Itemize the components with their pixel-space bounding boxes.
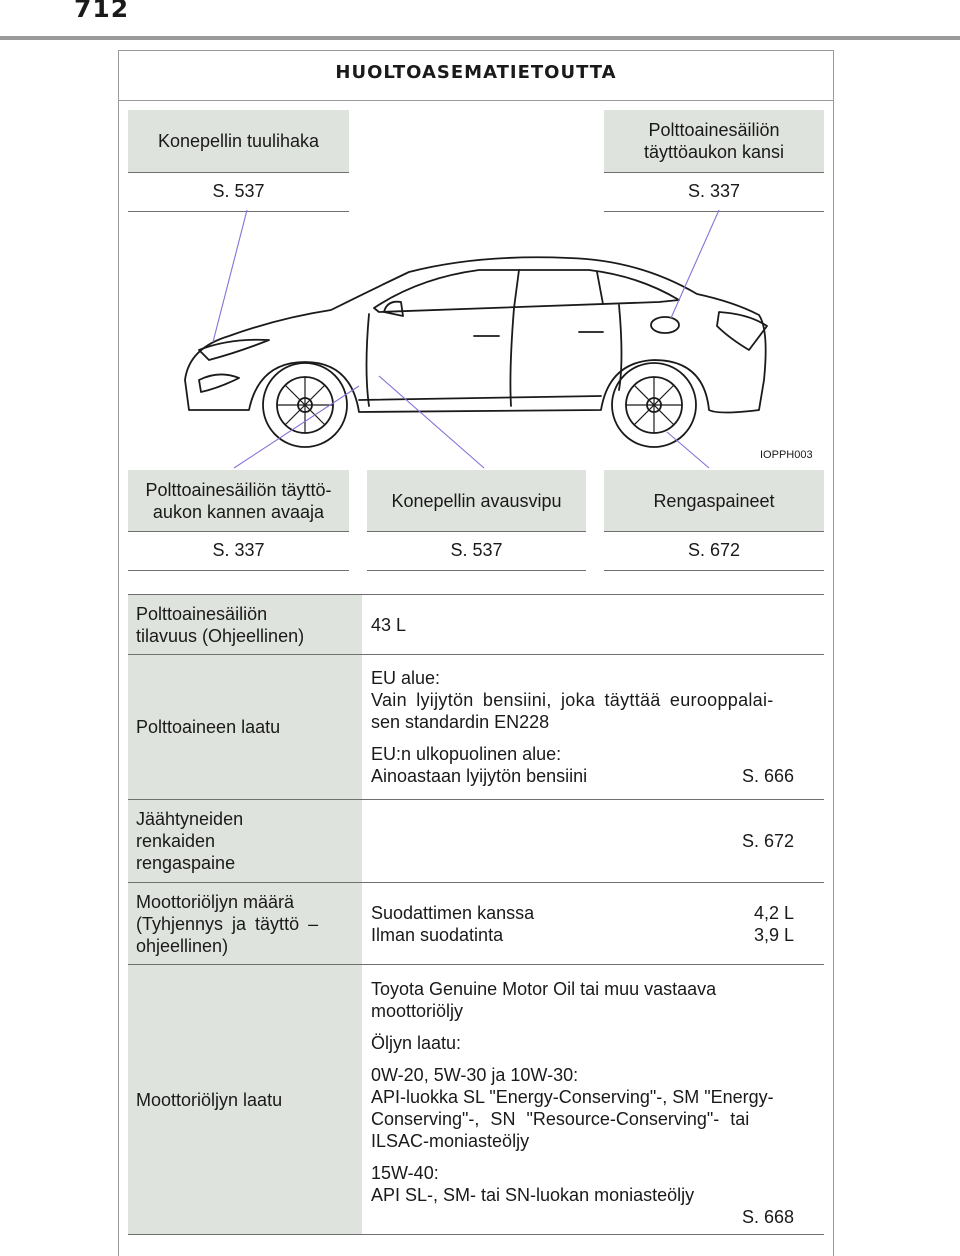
spec-value-tire-pressure: S. 672 [741,831,794,851]
label-tire-pressure-text: Rengaspaineet [653,490,775,511]
spec-label-line: rengaspaine [136,853,236,873]
oil-grades-title: 0W-20, 5W-30 ja 10W-30: [371,1064,579,1085]
page-number: 712 [74,0,130,23]
non-eu-area-row [371,765,794,787]
spec-value-oil-quality [362,965,824,1235]
spec-value-fuel-quality [362,655,824,800]
spec-label-line: ohjeellinen) [136,935,229,956]
non-eu-area-title: EU:n ulkopuolinen alue: [371,744,562,764]
label-fuel-door-opener [128,470,349,531]
label-fuel-door-line2: täyttöaukon kansi [643,142,785,162]
spec-label-fuel-quality: Polttoaineen laatu [128,655,362,800]
spec-label-line: Jäähtyneiden [136,809,244,829]
oil-grades-line1: API-luokka SL "Energy-Conserving"-, SM "Energy- [371,1086,774,1107]
car-side-illustration [119,210,833,472]
oil-amount-value: 4,2 L [753,902,794,923]
oil-quality-title: Öljyn laatu: [371,1032,462,1053]
oil-amount-row [371,902,794,924]
ref-hood-support: S. 537 [128,172,349,212]
oil-amount-name: Ilman suodatinta [371,924,504,945]
spec-row-tire-pressure [128,800,824,883]
oil-grade2-title: 15W-40: [371,1162,439,1183]
label-tire-pressure [604,470,824,531]
eu-area-text-line1: Vain lyijytön bensiini, joka täyttää eurooppalai- [371,690,774,710]
eu-area-title: EU alue: [371,668,441,688]
oil-grades-line3: ILSAC-moniasteöljy [371,1130,530,1151]
spec-value-oil-amount [362,883,824,965]
spec-label-line: tilavuus (Ohjeellinen) [136,625,305,646]
spec-row-fuel-quality [128,655,824,800]
spec-label-fuel-capacity [128,595,362,655]
oil-intro-line2: moottoriöljy [371,1000,464,1021]
spec-label-line: Moottoriöljyn määrä [136,891,295,912]
label-hood-support [128,110,349,172]
oil-grade2-text: API SL-, SM- tai SN-luokan moniasteöljy [371,1184,695,1205]
spec-label-line: Polttoainesäiliön [136,603,268,624]
label-fuel-door-line1: Polttoainesäiliön [648,120,780,140]
spec-label-line: renkaiden [136,831,216,851]
spec-label-line: (Tyhjennys ja täyttö – [136,913,319,934]
label-hood-release-text: Konepellin avausvipu [391,490,562,511]
spec-label-oil-quality: Moottoriöljyn laatu [128,965,362,1235]
label-fuel-door [604,110,824,172]
oil-intro-line1: Toyota Genuine Motor Oil tai muu vastaava [371,978,717,999]
ref-fuel-door: S. 337 [604,172,824,212]
oil-amount-name: Suodattimen kanssa [371,902,535,923]
ref-hood-release: S. 537 [367,531,586,571]
label-hood-support-text: Konepellin tuulihaka [157,131,320,151]
section-title: HUOLTOASEMATIETOUTTA [119,50,833,101]
header-rule [0,36,960,40]
spec-row-oil-quality [128,965,824,1235]
ref-fuel-door-opener: S. 337 [128,531,349,571]
label-fuel-door-opener-line1: Polttoainesäiliön täyttö- [145,479,332,500]
spec-label-oil-amount [128,883,362,965]
spec-value-fuel-capacity: 43 L [371,614,407,635]
spec-row-fuel-capacity [128,595,824,655]
spec-label-tire-pressure [128,800,362,883]
oil-quality-ref: S. 668 [741,1206,794,1227]
image-code: IOPPH003 [760,449,813,461]
oil-grades-line2: Conserving"-, SN "Resource-Conserving"- tai [371,1108,750,1129]
non-eu-area-text: Ainoastaan lyijytön bensiini [371,766,588,786]
oil-amount-row [371,924,794,946]
label-fuel-door-opener-line2: aukon kannen avaaja [152,501,325,522]
fuel-quality-ref: S. 666 [741,766,794,786]
ref-tire-pressure: S. 672 [604,531,824,571]
label-hood-release [367,470,586,531]
eu-area-text-line2: sen standardin EN228 [371,712,550,732]
spec-row-oil-amount [128,883,824,965]
oil-amount-value: 3,9 L [753,924,794,945]
spec-table [128,594,824,1235]
